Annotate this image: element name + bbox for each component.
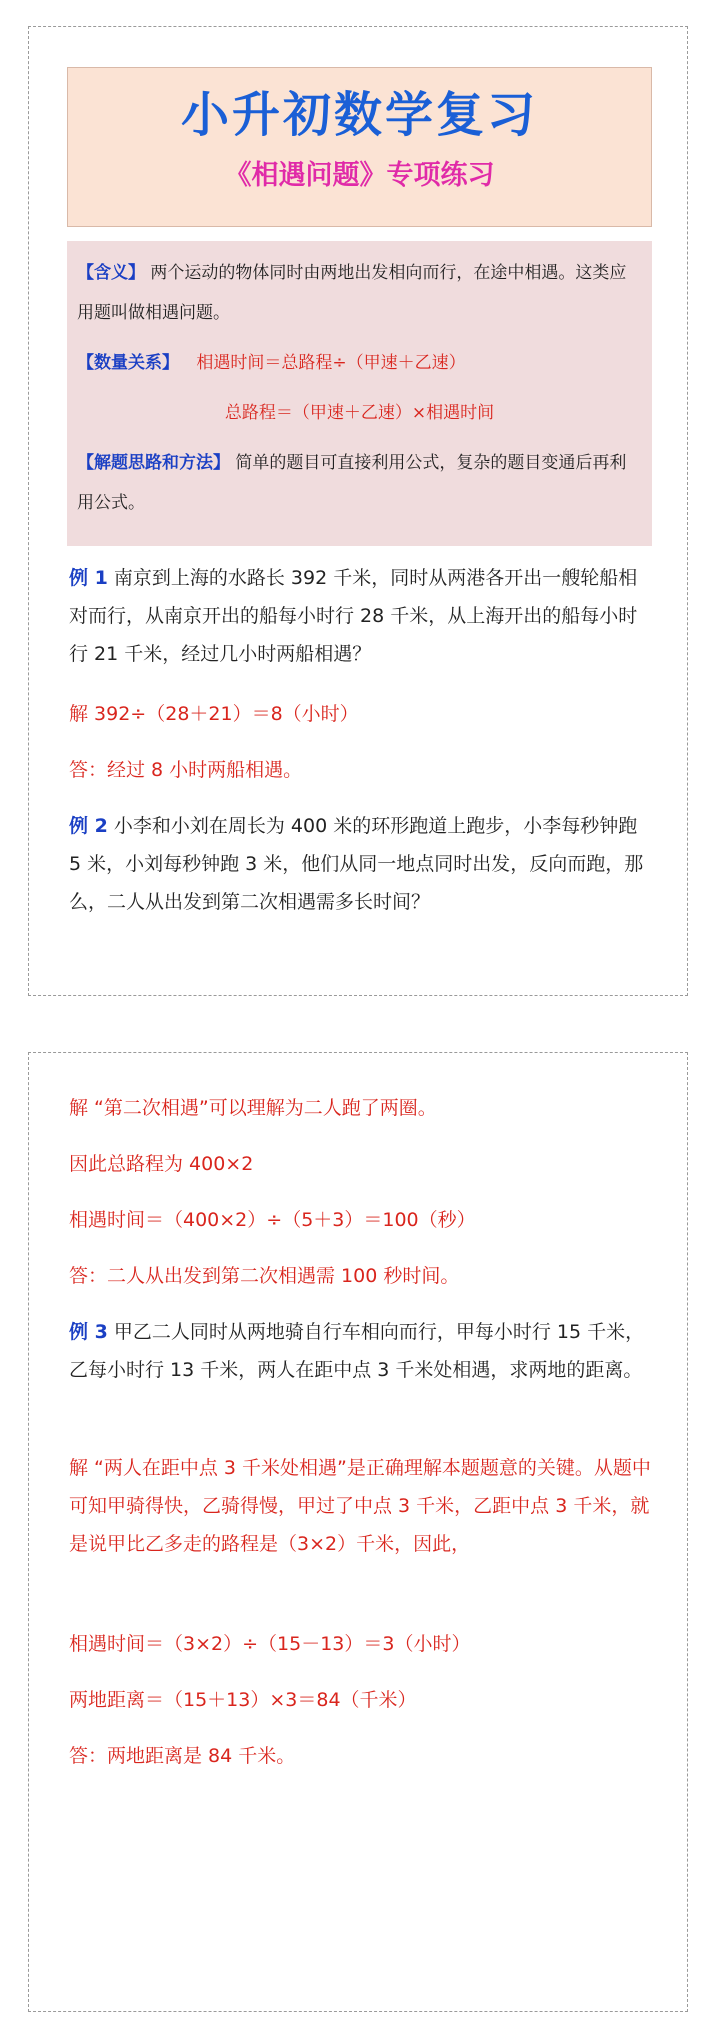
page-2 <box>28 1052 688 2012</box>
meaning-paragraph <box>77 253 642 333</box>
example-2-solution-2: 因此总路程为 400×2 <box>69 1153 254 1175</box>
example-2-answer: 答：二人从出发到第二次相遇需 100 秒时间。 <box>69 1265 460 1287</box>
example-2-solution-1: 解 “第二次相遇”可以理解为二人跑了两圈。 <box>69 1097 437 1119</box>
relation-formula-2: 总路程＝（甲速＋乙速）×相遇时间 <box>224 403 495 423</box>
sub-title: 《相遇问题》专项练习 <box>224 160 495 191</box>
meaning-tag: 【含义】 <box>77 263 145 283</box>
page-1 <box>28 26 688 996</box>
definition-box <box>67 241 652 546</box>
method-text: 简单的题目可直接利用公式，复杂的题目变通后再利用公式。 <box>77 453 627 513</box>
method-tag: 【解题思路和方法】 <box>77 453 230 473</box>
example-3-solution-3: 两地距离＝（15＋13）×3＝84（千米） <box>69 1689 417 1711</box>
meaning-text: 两个运动的物体同时由两地出发相向而行，在途中相遇。这类应用题叫做相遇问题。 <box>77 263 627 323</box>
relation-formula-1: 相遇时间＝总路程÷（甲速＋乙速） <box>196 353 466 373</box>
example-3-solution-2: 相遇时间＝（3×2）÷（15－13）＝3（小时） <box>69 1633 471 1655</box>
example-1-text: 南京到上海的水路长 392 千米，同时从两港各开出一艘轮船相对而行，从南京开出的船每小时行 28 千米，从上海开出的船每小时行 21 千米，经过几小时两船相遇？ <box>69 567 638 665</box>
example-2-label: 例 2 <box>69 815 108 837</box>
example-1-answer: 答：经过 8 小时两船相遇。 <box>69 759 303 781</box>
example-1-question <box>69 559 654 673</box>
relation-tag: 【数量关系】 <box>77 353 179 373</box>
example-2-solution-3: 相遇时间＝（400×2）÷（5＋3）＝100（秒） <box>69 1209 476 1231</box>
example-2-text: 小李和小刘在周长为 400 米的环形跑道上跑步，小李每秒钟跑 5 米，小刘每秒钟跑 3 米，他们从同一地点同时出发，反向而跑，那么，二人从出发到第二次相遇需多长时间？ <box>69 815 644 913</box>
example-2-question <box>69 807 654 921</box>
relation-paragraph <box>77 343 642 383</box>
method-paragraph <box>77 443 642 523</box>
example-1-solution: 解 392÷（28＋21）＝8（小时） <box>69 703 359 725</box>
example-3-text: 甲乙二人同时从两地骑自行车相向而行，甲每小时行 15 千米，乙每小时行 13 千米，两人在距中点 3 千米处相遇，求两地的距离。 <box>69 1321 645 1381</box>
example-3-label: 例 3 <box>69 1321 108 1343</box>
example-3-answer: 答：两地距离是 84 千米。 <box>69 1745 296 1767</box>
main-title: 小升初数学复习 <box>180 87 538 143</box>
example-1-label: 例 1 <box>69 567 108 589</box>
example-3-question <box>69 1313 654 1389</box>
example-3-solution-1: 解 “两人在距中点 3 千米处相遇”是正确理解本题题意的关键。从题中可知甲骑得快，乙骑得慢，甲过了中点 3 千米，乙距中点 3 千米，就是说甲比乙多走的路程是（3×2）千米，因此， <box>69 1457 651 1555</box>
title-box <box>67 67 652 227</box>
